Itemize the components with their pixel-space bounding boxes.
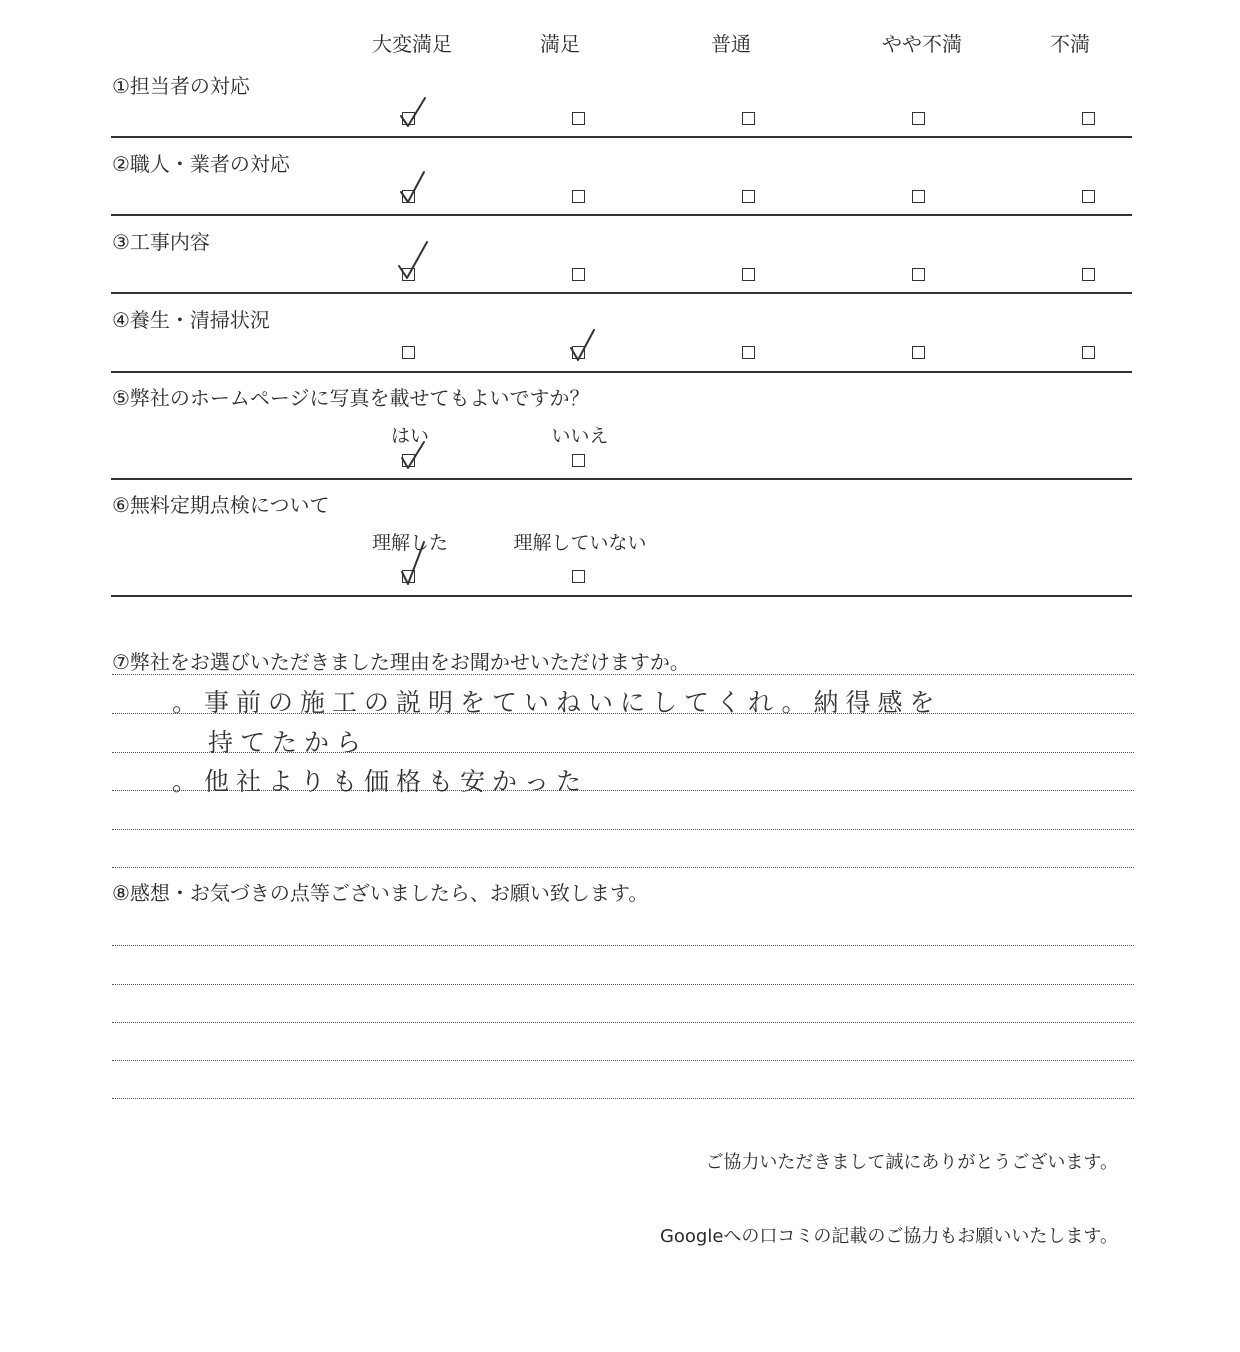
q4-checkbox-somewhat-dissatisfied[interactable] [912, 346, 925, 359]
q3-checkbox-dissatisfied[interactable] [1082, 268, 1095, 281]
q3-checkbox-very-satisfied[interactable] [402, 268, 415, 281]
handwritten-answer-line-1: 。事前の施工の説明をていねいにしてくれ。納得感を [172, 688, 942, 717]
comment-line [112, 984, 1134, 985]
answer-line [112, 829, 1134, 830]
comment-line [112, 1022, 1134, 1023]
q5-option-yes-label: はい [390, 425, 430, 447]
q2-checkbox-very-satisfied[interactable] [402, 190, 415, 203]
rating-header-neutral: 普通 [711, 32, 751, 56]
comment-line [112, 945, 1134, 946]
q3-checkbox-satisfied[interactable] [572, 268, 585, 281]
question-8-label: ⑧感想・お気づきの点等ございましたら、お願い致します。 [112, 881, 649, 905]
comment-line [112, 1098, 1134, 1099]
q3-checkbox-somewhat-dissatisfied[interactable] [912, 268, 925, 281]
q4-checkbox-neutral[interactable] [742, 346, 755, 359]
thank-you-message: ご協力いただきまして誠にありがとうございます。 [705, 1152, 1118, 1173]
question-2-label: ②職人・業者の対応 [112, 152, 290, 176]
divider [111, 214, 1132, 216]
q1-checkbox-very-satisfied[interactable] [402, 112, 415, 125]
question-6-label: ⑥無料定期点検について [112, 493, 330, 517]
q5-option-no-label: いいえ [551, 425, 609, 447]
q3-checkbox-neutral[interactable] [742, 268, 755, 281]
handwritten-answer-line-2: 持てたから [208, 728, 369, 757]
q2-checkbox-somewhat-dissatisfied[interactable] [912, 190, 925, 203]
google-review-request: Googleへの口コミの記載のご協力もお願いいたします。 [659, 1226, 1118, 1247]
q6-checkbox-understood[interactable] [402, 570, 415, 583]
answer-line [112, 674, 1134, 675]
divider [111, 292, 1132, 294]
q4-checkbox-satisfied[interactable] [572, 346, 585, 359]
question-1-label: ①担当者の対応 [112, 74, 250, 98]
rating-header-satisfied: 満足 [540, 32, 580, 56]
q5-checkbox-yes[interactable] [402, 454, 415, 467]
question-3-label: ③工事内容 [112, 230, 210, 254]
q1-checkbox-satisfied[interactable] [572, 112, 585, 125]
q2-checkbox-satisfied[interactable] [572, 190, 585, 203]
q6-option-not-understood-label: 理解していない [513, 532, 647, 554]
q2-checkbox-neutral[interactable] [742, 190, 755, 203]
q2-checkbox-dissatisfied[interactable] [1082, 190, 1095, 203]
q4-checkbox-very-satisfied[interactable] [402, 346, 415, 359]
divider [111, 371, 1132, 373]
question-7-label: ⑦弊社をお選びいただきました理由をお聞かせいただけますか。 [112, 650, 690, 674]
comment-line [112, 1060, 1134, 1061]
q4-checkbox-dissatisfied[interactable] [1082, 346, 1095, 359]
question-4-label: ④養生・清掃状況 [112, 308, 270, 332]
rating-header-dissatisfied: 不満 [1050, 32, 1090, 56]
q5-checkbox-no[interactable] [572, 454, 585, 467]
divider [111, 136, 1132, 138]
divider [111, 595, 1132, 597]
divider [111, 478, 1132, 480]
question-5-label: ⑤弊社のホームページに写真を載せてもよいですか？ [112, 386, 590, 410]
handwritten-answer-line-3: 。他社よりも価格も安かった [172, 767, 589, 796]
answer-line [112, 867, 1134, 868]
q1-checkbox-neutral[interactable] [742, 112, 755, 125]
rating-header-very-satisfied: 大変満足 [372, 32, 452, 56]
q6-checkbox-not-understood[interactable] [572, 570, 585, 583]
q1-checkbox-dissatisfied[interactable] [1082, 112, 1095, 125]
q1-checkbox-somewhat-dissatisfied[interactable] [912, 112, 925, 125]
q6-option-understood-label: 理解した [371, 532, 449, 554]
rating-header-somewhat-dissatisfied: やや不満 [882, 32, 962, 56]
